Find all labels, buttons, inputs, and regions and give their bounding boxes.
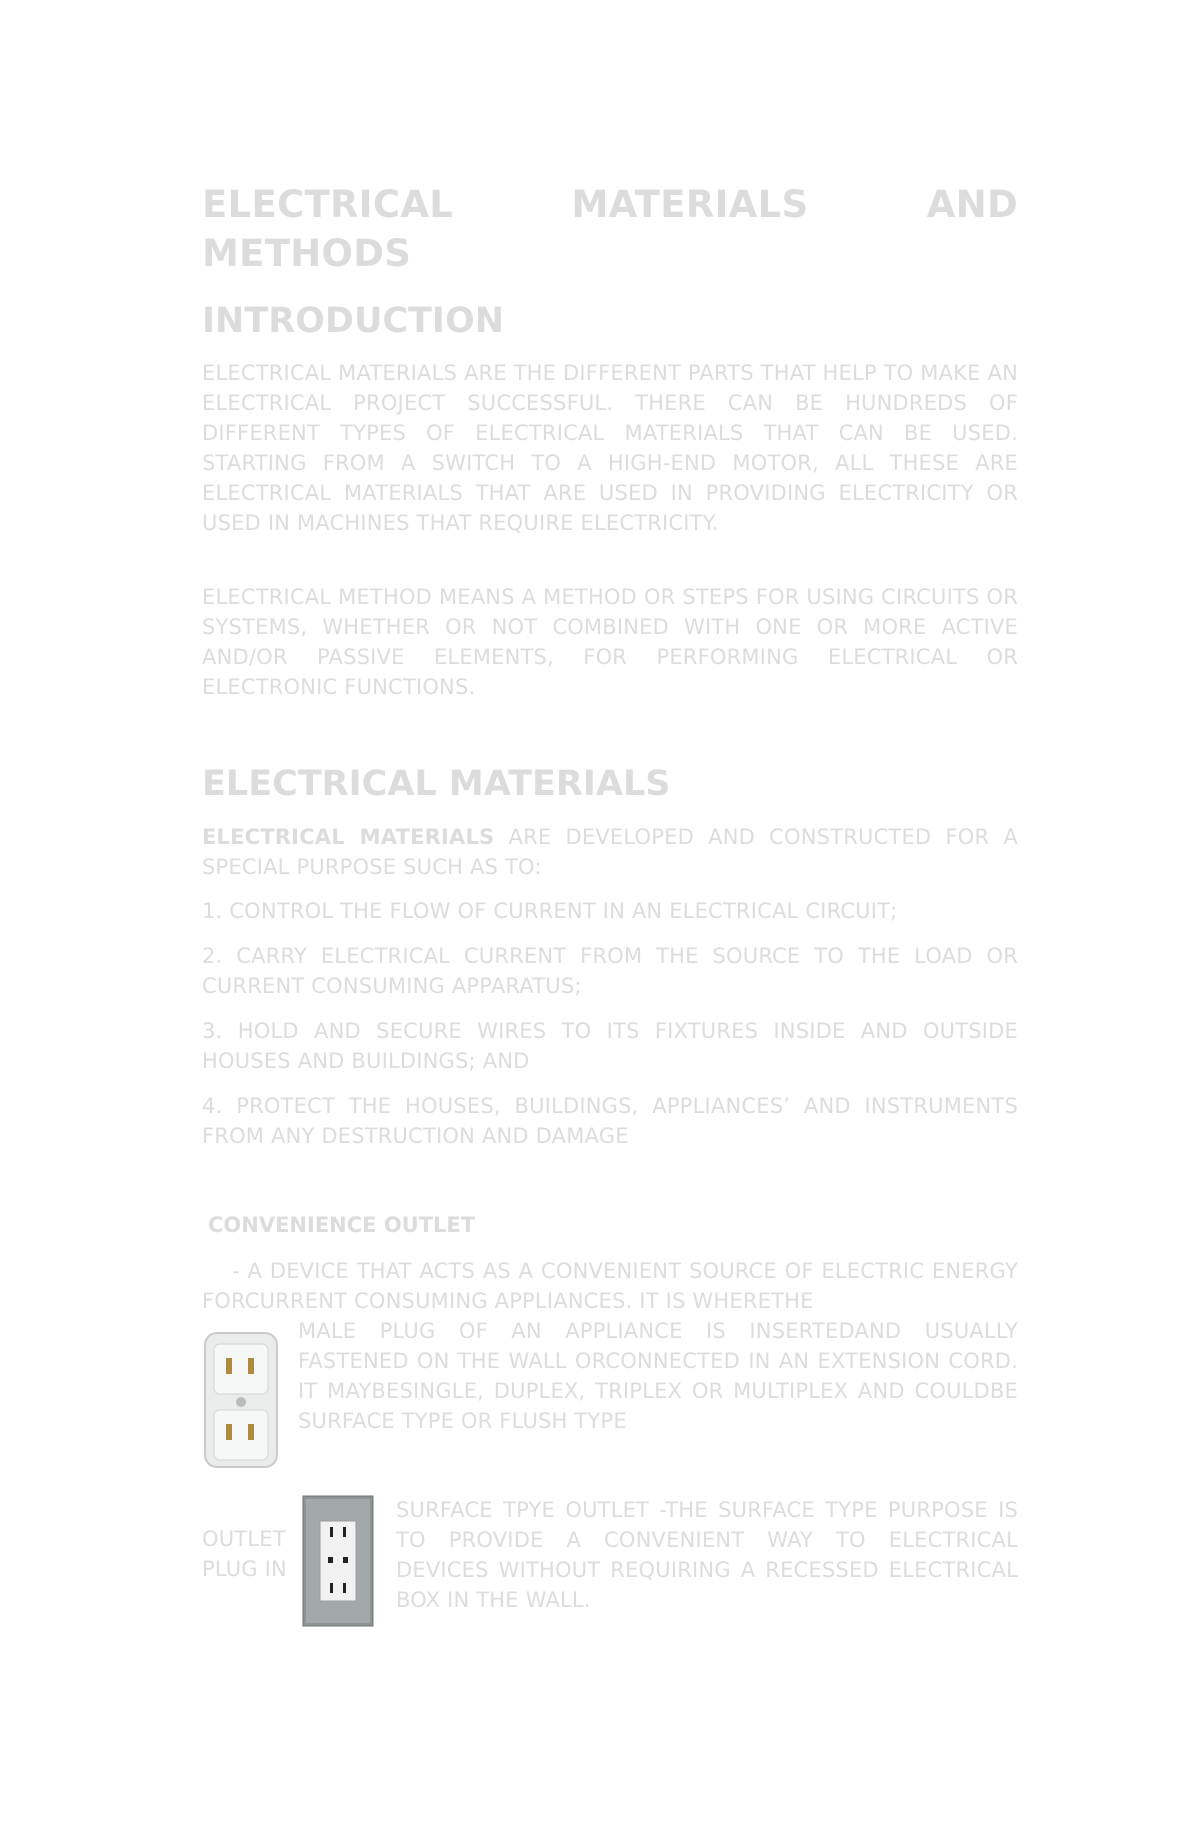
materials-heading: ELECTRICAL MATERIALS xyxy=(202,764,671,804)
outlet-label-line: PLUG IN xyxy=(202,1557,287,1581)
intro-paragraph-2: ELECTRICAL METHOD MEANS A METHOD OR STEPS FOR USING CIRCUITS OR SYSTEMS, WHETHER OR NOT COMBINED WITH ONE OR MORE ACTIVE AND/OR PASSIVE ELEMENTS, FOR PERFORMING ELECTRICAL OR ELECTRONIC FUNCTIONS. xyxy=(202,585,1018,699)
list-item: 3. HOLD AND SECURE WIRES TO ITS FIXTURES INSIDE AND OUTSIDE HOUSES AND BUILDINGS; AND xyxy=(202,1019,1018,1073)
materials-lead-paragraph xyxy=(202,822,1018,882)
outlet-description-wrapped: MALE PLUG OF AN APPLIANCE IS INSERTEDAND USUALLY FASTENED ON THE WALL ORCONNECTED IN AN EXTENSION CORD. IT MAYBESINGLE, DUPLEX, TRIPLEX OR MULTIPLEX AND COULDBE SURFACE TYPE OR FLUSH TYPE xyxy=(298,1319,1018,1433)
convenience-outlet-heading: CONVENIENCE OUTLET xyxy=(208,1213,476,1237)
surface-type-outlet-paragraph: SURFACE TPYE OUTLET -THE SURFACE TYPE PURPOSE IS TO PROVIDE A CONVENIENT WAY TO ELECTRICAL DEVICES WITHOUT REQUIRING A RECESSED ELECTRICAL BOX IN THE WALL. xyxy=(396,1498,1018,1612)
outlet-left-label xyxy=(202,1524,302,1584)
intro-paragraph-1: ELECTRICAL MATERIALS ARE THE DIFFERENT PARTS THAT HELP TO MAKE AN ELECTRICAL PROJECT SUCCESSFUL. THERE CAN BE HUNDREDS OF DIFFERENT TYPES OF ELECTRICAL MATERIALS THAT CAN BE USED. STARTING FROM A SWITCH TO A HIGH-END MOTOR, ALL THESE ARE ELECTRICAL MATERIALS THAT ARE USED IN PROVIDING ELECTRICITY OR USED IN MACHINES THAT REQUIRE ELECTRICITY. xyxy=(202,361,1018,535)
materials-lead-bold: ELECTRICAL MATERIALS xyxy=(202,825,495,849)
introduction-heading: INTRODUCTION xyxy=(202,301,504,341)
outlet-description-intro: - A DEVICE THAT ACTS AS A CONVENIENT SOURCE OF ELECTRIC ENERGY FORCURRENT CONSUMING APPLIANCES. IT IS WHERETHE xyxy=(202,1259,1018,1313)
surface-outlet-image xyxy=(302,1495,374,1627)
duplex-outlet-image xyxy=(202,1330,280,1470)
list-item: 1. CONTROL THE FLOW OF CURRENT IN AN ELECTRICAL CIRCUIT; xyxy=(202,899,898,923)
list-item: 4. PROTECT THE HOUSES, BUILDINGS, APPLIANCES’ AND INSTRUMENTS FROM ANY DESTRUCTION AND DAMAGE xyxy=(202,1094,1018,1148)
materials-lead-text: ARE DEVELOPED AND CONSTRUCTED FOR A SPECIAL PURPOSE SUCH AS TO: xyxy=(202,825,1018,879)
outlet-label-line: OUTLET xyxy=(202,1527,286,1551)
list-item: 2. CARRY ELECTRICAL CURRENT FROM THE SOURCE TO THE LOAD OR CURRENT CONSUMING APPARATUS; xyxy=(202,944,1018,998)
document-title: ELECTRICAL MATERIALS AND METHODS xyxy=(202,183,1018,275)
